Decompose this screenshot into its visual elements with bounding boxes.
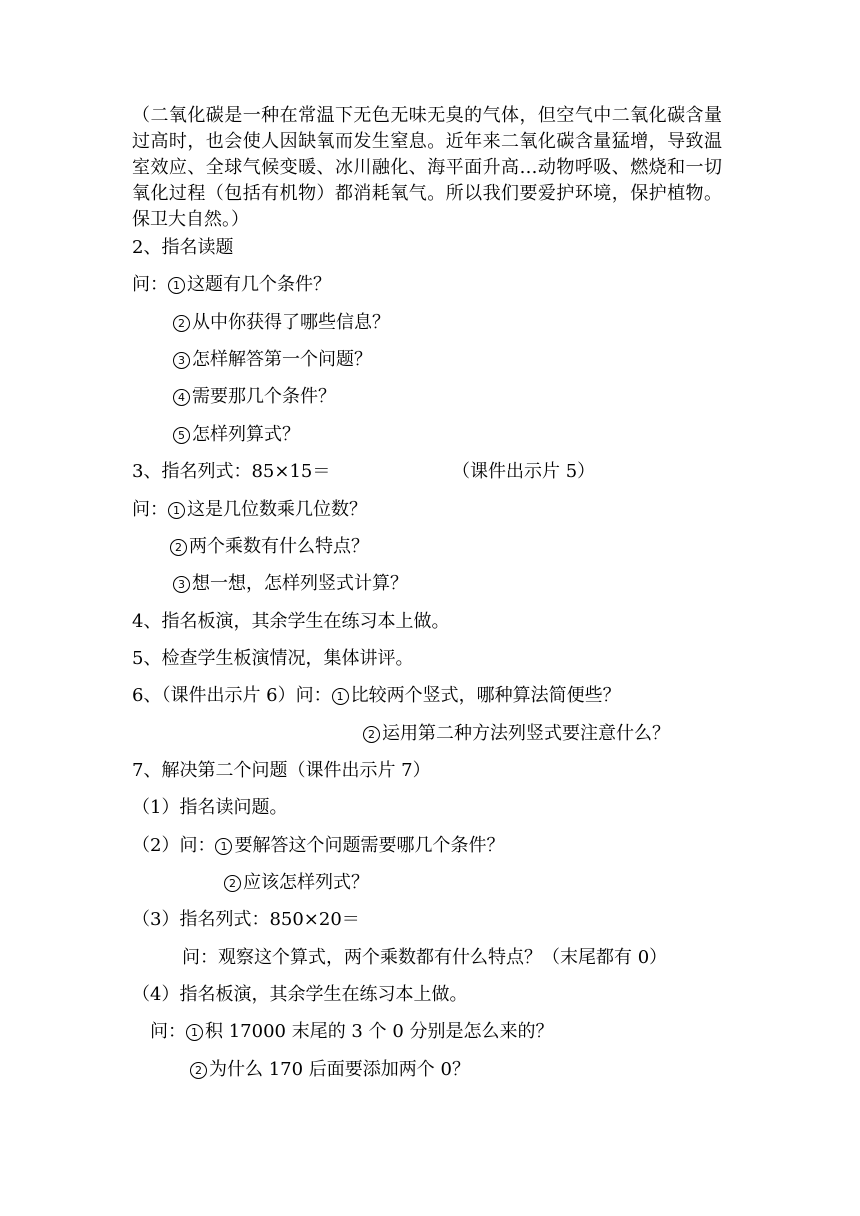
circled-number-icon: 2	[173, 315, 190, 332]
question-item	[150, 1021, 554, 1043]
intro-paragraph: （二氧化碳是一种在常温下无色无味无臭的气体，但空气中二氧化碳含量过高时，也会使人因缺氧而发生窒息。近年来二氧化碳含量猛增，导致温室效应、全球气候变暖、冰川融化、海平面升高…动物呼吸、燃烧和一切氧化过程（包括有机物）都消耗氧气。所以我们要爱护环境，保护植物。保卫大自然。）	[132, 105, 722, 230]
sub-item-2-prefix: （2）问：	[132, 835, 216, 856]
question-item	[190, 1059, 470, 1081]
sub-item-3-question: 问：观察这个算式，两个乘数都有什么特点？（末尾都有 0）	[182, 947, 668, 968]
question-text: 需要那几个条件？	[192, 386, 336, 407]
question-text: 要解答这个问题需要哪几个条件？	[234, 835, 505, 856]
question-text: 想一想，怎样列竖式计算？	[192, 573, 408, 594]
ask-prefix: 问：	[150, 1021, 186, 1042]
sub-item-1: （1）指名读问题。	[132, 797, 288, 818]
section-5-heading: 5、检查学生板演情况，集体讲评。	[132, 648, 414, 669]
circled-number-icon: 1	[186, 1024, 203, 1041]
circled-number-icon: 2	[224, 875, 241, 892]
section-2-heading: 2、指名读题	[132, 237, 234, 258]
question-item	[132, 274, 331, 296]
question-item	[173, 424, 300, 446]
circled-number-icon: 5	[173, 427, 190, 444]
section-7-heading: 7、解决第二个问题（课件出示片 7）	[132, 760, 431, 781]
question-text: 为什么 170 后面要添加两个 0？	[209, 1059, 470, 1080]
question-text: 应该怎样列式？	[243, 872, 369, 893]
question-item	[132, 835, 504, 857]
circled-number-icon: 2	[190, 1062, 207, 1079]
question-text: 比较两个竖式，哪种算法简便些？	[350, 685, 621, 706]
circled-number-icon: 2	[170, 539, 187, 556]
question-item	[173, 312, 390, 334]
circled-number-icon: 1	[332, 688, 349, 705]
circled-number-icon: 1	[168, 277, 185, 294]
circled-number-icon: 2	[363, 726, 380, 743]
question-text: 积 17000 末尾的 3 个 0 分别是怎么来的？	[205, 1021, 554, 1042]
question-item	[363, 723, 670, 745]
ask-prefix: 问：	[132, 274, 168, 295]
section-3-heading: 3、指名列式：85×15＝	[132, 461, 331, 482]
question-text: 运用第二种方法列竖式要注意什么？	[382, 723, 670, 744]
question-item	[224, 872, 369, 894]
sub-item-3: （3）指名列式：850×20＝	[132, 909, 360, 930]
question-text: 怎样列算式？	[192, 424, 300, 445]
section-6-heading: 6、（课件出示片 6）问：	[132, 685, 332, 706]
sub-item-4: （4）指名板演，其余学生在练习本上做。	[132, 984, 468, 1005]
circled-number-icon: 4	[173, 389, 190, 406]
circled-number-icon: 1	[168, 502, 185, 519]
question-text: 这是几位数乘几位数？	[187, 499, 367, 520]
question-item	[173, 573, 408, 595]
question-item	[132, 499, 367, 521]
circled-number-icon: 3	[173, 352, 190, 369]
ask-prefix: 问：	[132, 499, 168, 520]
courseware-note: （课件出示片 5）	[452, 461, 596, 482]
question-text: 这题有几个条件？	[187, 274, 331, 295]
question-text: 两个乘数有什么特点？	[189, 536, 369, 557]
circled-number-icon: 1	[215, 838, 232, 855]
question-item	[173, 386, 336, 408]
circled-number-icon: 3	[173, 576, 190, 593]
question-item	[170, 536, 369, 558]
section-4-heading: 4、指名板演，其余学生在练习本上做。	[132, 611, 450, 632]
question-text: 怎样解答第一个问题？	[192, 349, 372, 370]
question-item	[132, 685, 621, 707]
question-item	[173, 349, 372, 371]
question-text: 从中你获得了哪些信息？	[192, 312, 390, 333]
